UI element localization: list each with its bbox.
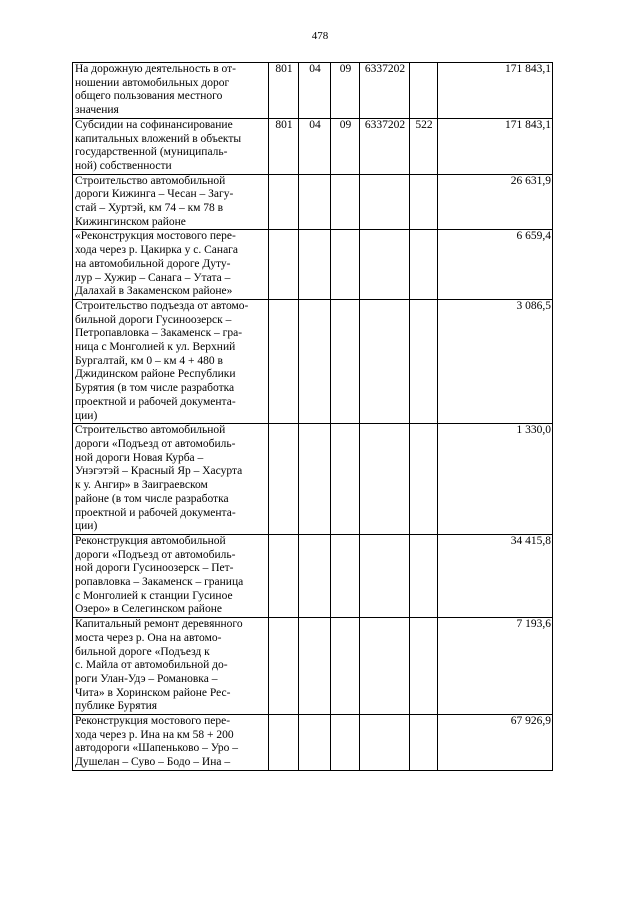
table-row xyxy=(73,424,553,535)
expense-type-code xyxy=(410,424,438,535)
target-article-code: 6337202 xyxy=(360,118,410,174)
amount: 67 926,9 xyxy=(438,715,553,771)
row-name: Реконструкция мостового пере- хода через р. Ина на км 58 + 200 автодороги «Шапеньково – Уро – Душелан – Суво – Бодо – Ина – xyxy=(73,715,269,771)
section-code xyxy=(299,618,331,715)
subsection-code xyxy=(331,534,360,617)
amount: 34 415,8 xyxy=(438,534,553,617)
expense-type-code: 522 xyxy=(410,118,438,174)
target-article-code xyxy=(360,715,410,771)
page-number: 478 xyxy=(311,30,329,42)
ved-code xyxy=(269,715,299,771)
section-code xyxy=(299,299,331,423)
target-article-code xyxy=(360,299,410,423)
ved-code xyxy=(269,618,299,715)
ved-code: 801 xyxy=(269,118,299,174)
amount: 6 659,4 xyxy=(438,230,553,300)
subsection-code xyxy=(331,174,360,230)
amount: 3 086,5 xyxy=(438,299,553,423)
budget-table xyxy=(72,62,553,771)
ved-code xyxy=(269,424,299,535)
expense-type-code xyxy=(410,230,438,300)
section-code xyxy=(299,230,331,300)
table-row xyxy=(73,618,553,715)
row-name: Строительство подъезда от автомо- бильной дороги Гусиноозерск – Петропавловка – Закаменск – гра- ница с Монголией к ул. Верхний Бургалтай, км 0 – км 4 + 480 в Джидинском районе Республики Бурятия (в том числе разработка проектной и рабочей документа- ции) xyxy=(73,299,269,423)
table-row xyxy=(73,118,553,174)
section-code xyxy=(299,534,331,617)
row-name: На дорожную деятельность в от- ношении автомобильных дорог общего пользования местного значения xyxy=(73,63,269,119)
target-article-code xyxy=(360,174,410,230)
subsection-code: 09 xyxy=(331,63,360,119)
ved-code xyxy=(269,534,299,617)
target-article-code xyxy=(360,230,410,300)
target-article-code xyxy=(360,534,410,617)
ved-code xyxy=(269,299,299,423)
table-row xyxy=(73,299,553,423)
subsection-code xyxy=(331,299,360,423)
table-row xyxy=(73,63,553,119)
expense-type-code xyxy=(410,299,438,423)
row-name: Субсидии на софинансирование капитальных вложений в объекты государственной (муниципаль- ной) собственности xyxy=(73,118,269,174)
section-code: 04 xyxy=(299,118,331,174)
section-code: 04 xyxy=(299,63,331,119)
expense-type-code xyxy=(410,715,438,771)
target-article-code xyxy=(360,424,410,535)
section-code xyxy=(299,424,331,535)
ved-code xyxy=(269,230,299,300)
section-code xyxy=(299,715,331,771)
expense-type-code xyxy=(410,63,438,119)
target-article-code: 6337202 xyxy=(360,63,410,119)
amount: 1 330,0 xyxy=(438,424,553,535)
table-row xyxy=(73,715,553,771)
subsection-code xyxy=(331,618,360,715)
amount: 171 843,1 xyxy=(438,118,553,174)
expense-type-code xyxy=(410,534,438,617)
expense-type-code xyxy=(410,618,438,715)
row-name: «Реконструкция мостового пере- хода через р. Цакирка у с. Санага на автомобильной дороге Дуту- лур – Хужир – Санага – Утата – Далахай в Закаменском районе» xyxy=(73,230,269,300)
subsection-code xyxy=(331,230,360,300)
amount: 26 631,9 xyxy=(438,174,553,230)
target-article-code xyxy=(360,618,410,715)
amount: 7 193,6 xyxy=(438,618,553,715)
table-row xyxy=(73,534,553,617)
subsection-code xyxy=(331,715,360,771)
row-name: Капитальный ремонт деревянного моста через р. Она на автомо- бильной дороге «Подъезд к с. Майла от автомобильной до- роги Улан-Удэ – Романовка – Чита» в Хоринском районе Рес- публике Бурятия xyxy=(73,618,269,715)
ved-code xyxy=(269,174,299,230)
table-row xyxy=(73,174,553,230)
subsection-code: 09 xyxy=(331,118,360,174)
row-name: Строительство автомобильной дороги «Подъезд от автомобиль- ной дороги Новая Курба – Унэгэтэй – Красный Яр – Хасурта к у. Ангир» в Заиграевском районе (в том числе разработка проектной и рабочей документа- ции) xyxy=(73,424,269,535)
amount: 171 843,1 xyxy=(438,63,553,119)
expense-type-code xyxy=(410,174,438,230)
ved-code: 801 xyxy=(269,63,299,119)
row-name: Строительство автомобильной дороги Кижинга – Чесан – Загу- стай – Хуртэй, км 74 – км 78 в Кижингинском районе xyxy=(73,174,269,230)
table-row xyxy=(73,230,553,300)
row-name: Реконструкция автомобильной дороги «Подъезд от автомобиль- ной дороги Гусиноозерск – Пет- ропавловка – Закаменск – граница с Монголией к станции Гусиное Озеро» в Селегинском районе xyxy=(73,534,269,617)
section-code xyxy=(299,174,331,230)
subsection-code xyxy=(331,424,360,535)
